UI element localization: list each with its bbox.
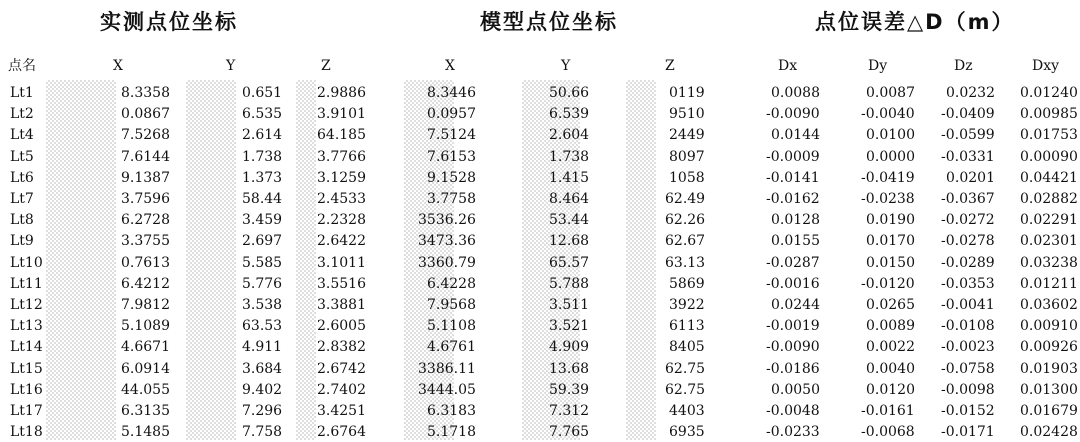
cell-model-x: 3.7758 [427, 191, 476, 207]
cell-measured-y: 6.535 [242, 106, 283, 122]
cell-model-y: 1.415 [549, 170, 590, 186]
cell-dy: 0.0089 [866, 318, 915, 334]
cell-dxy: 0.00926 [1020, 339, 1078, 355]
cell-model-y: 2.604 [549, 127, 590, 143]
cell-model-y: 53.44 [549, 212, 590, 228]
cell-dxy: 0.00910 [1020, 318, 1078, 334]
cell-model-y: 8.464 [549, 191, 590, 207]
cell-dz: -0.0278 [941, 233, 995, 249]
cell-dx: -0.0162 [766, 191, 820, 207]
cell-dz: -0.0152 [941, 403, 995, 419]
cell-dx: -0.0287 [766, 255, 820, 271]
cell-point-name: Lt17 [10, 403, 43, 419]
cell-model-z: 2449 [669, 127, 705, 143]
cell-point-name: Lt15 [10, 361, 43, 377]
cell-dz: -0.0108 [941, 318, 995, 334]
cell-point-name: Lt9 [10, 233, 34, 249]
cell-dy: -0.0120 [861, 276, 915, 292]
cell-dz: -0.0272 [941, 212, 995, 228]
cell-dx: -0.0009 [766, 149, 820, 165]
cell-model-z: 0119 [669, 85, 705, 101]
cell-measured-y: 7.296 [242, 403, 283, 419]
cell-model-y: 7.765 [549, 424, 590, 440]
cell-measured-y: 5.776 [242, 276, 283, 292]
cell-point-name: Lt16 [10, 382, 43, 398]
cell-measured-x: 7.9812 [121, 297, 170, 313]
cell-dxy: 0.02428 [1020, 424, 1078, 440]
section-title-error: 点位误差△D（m） [815, 10, 1015, 34]
cell-model-z: 1058 [669, 170, 705, 186]
cell-point-name: Lt13 [10, 318, 43, 334]
column-header-dx: Dx [778, 58, 798, 74]
cell-model-x: 0.0957 [427, 106, 476, 122]
cell-dz: 0.0201 [946, 170, 995, 186]
cell-model-z: 62.26 [665, 212, 706, 228]
cell-dy: 0.0150 [866, 255, 915, 271]
cell-model-z: 8097 [669, 149, 705, 165]
cell-model-y: 65.57 [549, 255, 590, 271]
column-header-dxy: Dxy [1032, 58, 1060, 74]
cell-measured-y: 3.684 [242, 361, 283, 377]
cell-dxy: 0.03602 [1020, 297, 1078, 313]
cell-model-y: 59.39 [549, 382, 590, 398]
cell-point-name: Lt11 [10, 276, 43, 292]
cell-measured-y: 1.738 [242, 149, 283, 165]
cell-dxy: 0.01903 [1020, 361, 1078, 377]
cell-dx: 0.0155 [771, 233, 820, 249]
cell-model-x: 4.6761 [427, 339, 476, 355]
cell-model-x: 3444.05 [418, 382, 476, 398]
cell-model-y: 3.521 [549, 318, 590, 334]
cell-measured-y: 1.373 [242, 170, 283, 186]
cell-dy: -0.0238 [861, 191, 915, 207]
column-header-point-name: 点名 [8, 58, 36, 74]
cell-measured-y: 5.585 [242, 255, 283, 271]
cell-dz: -0.0599 [941, 127, 995, 143]
cell-model-x: 5.1108 [427, 318, 476, 334]
column-header-measured-z: Z [321, 58, 331, 74]
cell-dz: -0.0289 [941, 255, 995, 271]
cell-model-z: 9510 [669, 106, 705, 122]
cell-dx: -0.0019 [766, 318, 820, 334]
cell-measured-x: 5.1089 [121, 318, 170, 334]
cell-model-z: 62.49 [665, 191, 706, 207]
cell-model-y: 12.68 [549, 233, 590, 249]
cell-measured-z: 64.185 [317, 127, 366, 143]
cell-measured-z: 2.8382 [317, 339, 366, 355]
cell-measured-y: 3.459 [242, 212, 283, 228]
cell-point-name: Lt10 [10, 255, 43, 271]
cell-dxy: 0.03238 [1020, 255, 1078, 271]
cell-measured-x: 44.055 [121, 382, 170, 398]
cell-dx: 0.0128 [771, 212, 820, 228]
cell-point-name: Lt7 [10, 191, 34, 207]
cell-point-name: Lt5 [10, 149, 34, 165]
cell-model-x: 7.5124 [427, 127, 476, 143]
column-header-measured-y: Y [226, 58, 236, 74]
cell-dx: -0.0048 [766, 403, 820, 419]
cell-dxy: 0.00090 [1020, 149, 1078, 165]
cell-dx: 0.0088 [771, 85, 820, 101]
cell-model-z: 62.75 [665, 361, 706, 377]
cell-measured-y: 0.651 [242, 85, 283, 101]
cell-point-name: Lt2 [10, 106, 34, 122]
cell-model-y: 5.788 [549, 276, 590, 292]
cell-model-z: 5869 [669, 276, 705, 292]
cell-model-x: 7.9568 [427, 297, 476, 313]
column-header-dz: Dz [954, 58, 973, 74]
cell-model-x: 3386.11 [418, 361, 476, 377]
cell-model-x: 3536.26 [418, 212, 476, 228]
cell-measured-z: 2.6742 [317, 361, 366, 377]
column-header-measured-x: X [113, 58, 123, 74]
cell-measured-z: 2.7402 [317, 382, 366, 398]
cell-model-z: 4403 [669, 403, 705, 419]
cell-dy: 0.0040 [866, 361, 915, 377]
cell-dx: 0.0050 [771, 382, 820, 398]
cell-dxy: 0.00985 [1020, 106, 1078, 122]
cell-dz: -0.0171 [941, 424, 995, 440]
cell-measured-z: 2.9886 [317, 85, 366, 101]
cell-measured-z: 2.4533 [317, 191, 366, 207]
column-header-dy: Dy [868, 58, 888, 74]
cell-dxy: 0.04421 [1020, 170, 1078, 186]
cell-dy: 0.0265 [866, 297, 915, 313]
cell-measured-z: 2.6764 [317, 424, 366, 440]
cell-measured-z: 2.6005 [317, 318, 366, 334]
cell-measured-x: 5.1485 [121, 424, 170, 440]
cell-dz: -0.0098 [941, 382, 995, 398]
cell-model-z: 62.67 [665, 233, 706, 249]
cell-model-x: 8.3446 [427, 85, 476, 101]
cell-measured-y: 3.538 [242, 297, 283, 313]
cell-point-name: Lt4 [10, 127, 34, 143]
cell-model-z: 6113 [669, 318, 705, 334]
cell-measured-z: 3.7766 [317, 149, 366, 165]
cell-dxy: 0.01753 [1020, 127, 1078, 143]
cell-dxy: 0.02882 [1020, 191, 1078, 207]
cell-model-y: 6.539 [549, 106, 590, 122]
cell-dxy: 0.01211 [1020, 276, 1078, 292]
cell-measured-z: 2.2328 [317, 212, 366, 228]
cell-dx: -0.0090 [766, 339, 820, 355]
cell-model-x: 3473.36 [418, 233, 476, 249]
cell-model-z: 3922 [669, 297, 705, 313]
cell-measured-x: 4.6671 [121, 339, 170, 355]
cell-measured-y: 2.697 [242, 233, 283, 249]
cell-measured-x: 0.7613 [121, 255, 170, 271]
cell-model-y: 7.312 [549, 403, 590, 419]
cell-model-y: 50.66 [549, 85, 590, 101]
cell-model-z: 62.75 [665, 382, 706, 398]
section-title-measured: 实测点位坐标 [100, 10, 238, 34]
cell-point-name: Lt12 [10, 297, 43, 313]
cell-dx: -0.0090 [766, 106, 820, 122]
cell-measured-y: 63.53 [242, 318, 283, 334]
cell-model-x: 6.4228 [427, 276, 476, 292]
cell-dx: 0.0244 [771, 297, 820, 313]
cell-dx: 0.0144 [771, 127, 820, 143]
cell-dx: -0.0016 [766, 276, 820, 292]
cell-dxy: 0.01240 [1020, 85, 1078, 101]
cell-measured-x: 7.6144 [121, 149, 170, 165]
cell-model-x: 7.6153 [427, 149, 476, 165]
cell-model-x: 9.1528 [427, 170, 476, 186]
cell-dz: -0.0367 [941, 191, 995, 207]
cell-measured-y: 7.758 [242, 424, 283, 440]
cell-dy: -0.0419 [861, 170, 915, 186]
cell-measured-z: 3.3881 [317, 297, 366, 313]
cell-model-y: 13.68 [549, 361, 590, 377]
cell-point-name: Lt18 [10, 424, 43, 440]
cell-measured-z: 2.6422 [317, 233, 366, 249]
cell-measured-x: 6.2728 [121, 212, 170, 228]
cell-dz: -0.0353 [941, 276, 995, 292]
cell-dy: 0.0000 [866, 149, 915, 165]
column-header-model-x: X [445, 58, 455, 74]
cell-model-y: 1.738 [549, 149, 590, 165]
cell-dz: -0.0409 [941, 106, 995, 122]
cell-dz: -0.0041 [941, 297, 995, 313]
cell-dy: 0.0190 [866, 212, 915, 228]
cell-dy: 0.0170 [866, 233, 915, 249]
section-title-model: 模型点位坐标 [480, 10, 618, 34]
cell-measured-z: 3.4251 [317, 403, 366, 419]
cell-dz: -0.0758 [941, 361, 995, 377]
column-header-model-y: Y [561, 58, 571, 74]
cell-point-name: Lt6 [10, 170, 34, 186]
cell-measured-y: 2.614 [242, 127, 283, 143]
cell-measured-y: 9.402 [242, 382, 283, 398]
cell-measured-x: 8.3358 [121, 85, 170, 101]
cell-dxy: 0.02301 [1020, 233, 1078, 249]
cell-dx: -0.0141 [766, 170, 820, 186]
cell-model-z: 8405 [669, 339, 705, 355]
cell-measured-x: 7.5268 [121, 127, 170, 143]
cell-measured-x: 6.3135 [121, 403, 170, 419]
cell-model-x: 6.3183 [427, 403, 476, 419]
cell-dy: -0.0068 [861, 424, 915, 440]
cell-point-name: Lt8 [10, 212, 34, 228]
cell-measured-z: 3.5516 [317, 276, 366, 292]
cell-point-name: Lt1 [10, 85, 34, 101]
cell-measured-z: 3.1011 [317, 255, 366, 271]
cell-dy: 0.0100 [866, 127, 915, 143]
cell-model-y: 3.511 [549, 297, 590, 313]
cell-measured-x: 0.0867 [121, 106, 170, 122]
cell-dx: -0.0186 [766, 361, 820, 377]
cell-dy: -0.0040 [861, 106, 915, 122]
cell-point-name: Lt14 [10, 339, 43, 355]
cell-measured-x: 9.1387 [121, 170, 170, 186]
cell-model-x: 3360.79 [418, 255, 476, 271]
cell-dy: 0.0022 [866, 339, 915, 355]
cell-measured-x: 6.0914 [121, 361, 170, 377]
cell-dxy: 0.01679 [1020, 403, 1078, 419]
cell-measured-x: 3.7596 [121, 191, 170, 207]
column-header-model-z: Z [665, 58, 675, 74]
cell-dy: 0.0087 [866, 85, 915, 101]
cell-dy: -0.0161 [861, 403, 915, 419]
cell-measured-x: 3.3755 [121, 233, 170, 249]
cell-model-x: 5.1718 [427, 424, 476, 440]
cell-dz: -0.0023 [941, 339, 995, 355]
cell-measured-z: 3.1259 [317, 170, 366, 186]
cell-measured-z: 3.9101 [317, 106, 366, 122]
cell-measured-y: 4.911 [242, 339, 283, 355]
cell-measured-y: 58.44 [242, 191, 283, 207]
cell-measured-x: 6.4212 [121, 276, 170, 292]
cell-dxy: 0.01300 [1020, 382, 1078, 398]
cell-model-y: 4.909 [549, 339, 590, 355]
cell-dz: 0.0232 [946, 85, 995, 101]
cell-dxy: 0.02291 [1020, 212, 1078, 228]
cell-dy: 0.0120 [866, 382, 915, 398]
cell-model-z: 63.13 [665, 255, 706, 271]
cell-model-z: 6935 [669, 424, 705, 440]
cell-dz: -0.0331 [941, 149, 995, 165]
cell-dx: -0.0233 [766, 424, 820, 440]
